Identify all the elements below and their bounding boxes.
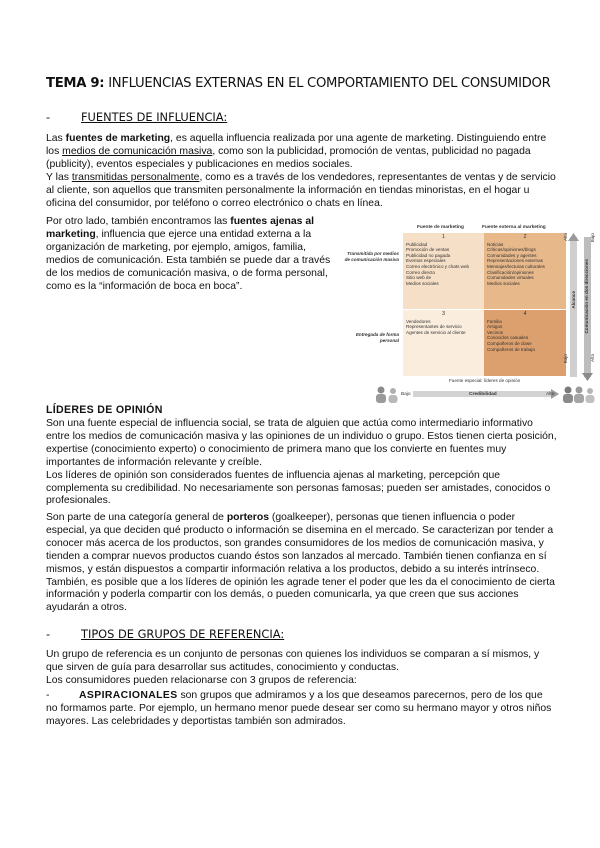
axis-reach-label: Alcance <box>571 291 576 309</box>
list-dash: - <box>46 690 50 701</box>
text-run: Son parte de una categoría general de <box>46 512 227 523</box>
credibility-label: Credibilidad <box>469 392 497 397</box>
quadrant-item: Agentes de servicio al cliente <box>406 329 466 335</box>
quadrant-item: Conocidos casuales <box>487 335 529 341</box>
text-run: Las <box>46 133 66 144</box>
quadrant-number: 2 <box>523 234 527 240</box>
quadrant-item: Compañeros de trabajo <box>487 346 536 352</box>
figure-col-header-external: Fuente externa al marketing <box>482 225 546 230</box>
grupos-paragraph-2: Los consumidores pueden relacionarse con 3 grupos de referencia: <box>46 674 357 686</box>
paragraph-personal-sources <box>46 172 558 211</box>
quadrant-item: Clasificación/opiniones <box>487 269 534 275</box>
quadrant-item: Comunidades y agentes <box>487 252 537 258</box>
quadrant-item: Críticas/opiniones/blogs <box>487 247 536 253</box>
text-run: , como es a través de los vendedores, representantes de ventas y de servicio al cliente, son aquellos que transmiten personalmente la información en tiendas minoristas, en el hogar u oficina del consumidor, por teléfono o correo electrónico o chats en línea. <box>46 171 556 209</box>
text-run: , como son la publicidad, promoción de ventas, publicidad no pagada (publicity), eventos especiales y publicaciones en medios sociales. <box>46 145 531 170</box>
page-title <box>46 76 550 91</box>
quadrant-item: Correo electrónico y chats web <box>406 263 470 269</box>
quadrant-item: Correo directo <box>406 269 436 275</box>
text-run: , influencia que ejerce una entidad externa a la organización de marketing, por ejemplo, amigos, familia, medios de comunicación. Esta también se puede dar a través de los medios de comunicación masiva, o de forma personal, como es la “información de boca en boca”. <box>46 228 331 292</box>
quadrant-item: Sitio web de <box>406 275 432 281</box>
quadrant-item: Compañeros de clase <box>487 340 532 346</box>
bold-term: ASPIRACIONALES <box>79 690 178 701</box>
paragraph-non-marketing <box>46 216 342 293</box>
text-run: (goalkeeper), personas que tienen influencia o poder especial, ya que deciden qué producto o información se disemina en el mercado. Se caracterizan por tender a conocer más acerca de los productos, son grandes consumidores de los medios de comunicación masiva, y tienden a comprar nuevos productos cuando éstos son lanzados al mercado. También tienen confianza en sí mismos, y están dispuestos a compartir información relativa a los productos, debido a su interés intrínseco. También, es posible que a los líderes de opinión les agrade tener el poder que les da el conocimiento de cierta información y poderla compartir con los demás, o pueden comunicarla, ya que creen que sus acciones ayudarán a otros. <box>46 512 555 614</box>
lideres-heading: LÍDERES DE OPINIÓN <box>46 404 163 416</box>
people-icon-left <box>373 385 401 403</box>
quadrant-item: Publicidad no pagada <box>406 252 451 258</box>
figure-col-header-marketing: Fuente de marketing <box>417 225 464 230</box>
section-heading-fuentes <box>46 110 227 124</box>
quadrant-number: 3 <box>441 311 446 317</box>
credibility-low: Bajo <box>401 392 411 397</box>
quadrant-4 <box>484 310 566 376</box>
quadrant-number: 4 <box>523 311 527 317</box>
axis-reach-high: Alto <box>563 233 568 241</box>
quadrant-item: Noticias <box>487 241 504 247</box>
quadrant-item: Vendedores <box>406 318 431 324</box>
text-run: son grupos que admiramos y a los que deseamos parecernos, pero de los que no formamos parte. Por ejemplo, un hermano menor puede desear ser como su hermano mayor y otros niños mayores. Las celebridades y deportistas también son admirados. <box>46 690 552 727</box>
quadrant-item: Familia <box>487 318 502 324</box>
section-dash: - <box>46 627 51 641</box>
quadrant-2 <box>484 233 566 309</box>
lideres-paragraph-1: Son una fuente especial de influencia social, se trata de alguien que actúa como intermediario informativo entre los medios de comunicación masiva y las opiniones de un individuo o grupo. Estos tienen cierta posición, expertise (conocimiento experto) o conocimiento de primera mano que los convierte en fuentes muy importantes de información relevante y creíble. <box>46 418 557 468</box>
quadrant-item: Representantes de servicio <box>406 324 462 330</box>
quadrant-item: Promoción de ventas <box>406 247 450 253</box>
quadrant-item: Mensajes/lecturas culturales <box>487 263 545 269</box>
paragraph-marketing-sources <box>46 133 558 172</box>
text-run: , es aquella influencia realizada por una agente de marketing. Distinguiendo entre los <box>46 133 547 157</box>
lideres-paragraph-2: Los líderes de opinión son considerados fuentes de influencia ajenas al marketing, percepción que complementa su credibilidad. No necesariamente son personas famosas; pueden ser amistades, conocidos o profesionales. <box>46 469 551 507</box>
quadrant-item: Amigos <box>487 324 503 330</box>
grupos-list-item-aspiracionales <box>46 690 554 729</box>
quadrant-3 <box>403 310 484 376</box>
people-icon-right <box>561 385 597 403</box>
axis-reach-low: Bajo <box>563 354 568 364</box>
section-dash: - <box>46 110 51 124</box>
quadrant-item: Publicidad <box>406 241 428 247</box>
underlined-term: medios de comunicación masiva <box>62 145 213 157</box>
section-heading-grupos <box>46 627 284 641</box>
bold-term: porteros <box>226 512 269 523</box>
intro-paragraphs <box>46 133 558 210</box>
title-text: INFLUENCIAS EXTERNAS EN EL COMPORTAMIENTO DEL CONSUMIDOR <box>108 76 551 91</box>
underlined-term: transmitidas personalmente <box>71 171 200 183</box>
text-run: Y las <box>46 171 72 183</box>
axis-twoway-label: Comunicación en dos direcciones <box>584 259 589 334</box>
grupos-paragraph-1: Un grupo de referencia es un conjunto de personas con quienes los individuos se comparan a sí mismos, y que sirven de guía para desarrollar sus actitudes, conocimiento y conductas. <box>46 649 540 673</box>
lideres-paragraph-3 <box>46 512 558 615</box>
bold-term: fuentes de marketing <box>65 133 171 144</box>
quadrant-number: 1 <box>441 234 446 240</box>
credibility-high: Alto <box>546 392 555 397</box>
figure-special-source-note: Fuente especial: líderes de opinión <box>449 378 521 383</box>
quadrant-item: Eventos especiales <box>406 258 446 264</box>
title-prefix: TEMA 9: <box>46 76 105 91</box>
axis-twoway-low: Bajo <box>590 233 595 243</box>
quadrant-item: Comunidades virtuales <box>487 275 534 281</box>
influence-sources-figure <box>341 221 598 405</box>
axis-twoway-high: Alto <box>590 354 595 362</box>
section-label: FUENTES DE INFLUENCIA: <box>81 110 228 124</box>
quadrant-1 <box>403 233 484 309</box>
bold-term: fuentes ajenas al marketing <box>46 216 314 240</box>
quadrant-item: Vecinos <box>487 329 504 335</box>
figure-row-label-mass: Transmitida por medios de comunicación masiva <box>344 251 399 262</box>
quadrant-item: Medios sociales <box>406 280 439 286</box>
section-label: TIPOS DE GRUPOS DE REFERENCIA: <box>81 627 285 641</box>
text-run: Por otro lado, también encontramos las <box>46 216 231 227</box>
lideres-paragraphs <box>46 418 558 508</box>
quadrant-item: Representaciones externas <box>487 258 543 264</box>
quadrant-item: Medios sociales <box>487 280 520 286</box>
figure-row-label-personal: Entregada de forma personal <box>355 332 399 343</box>
grupos-paragraphs <box>46 649 554 688</box>
